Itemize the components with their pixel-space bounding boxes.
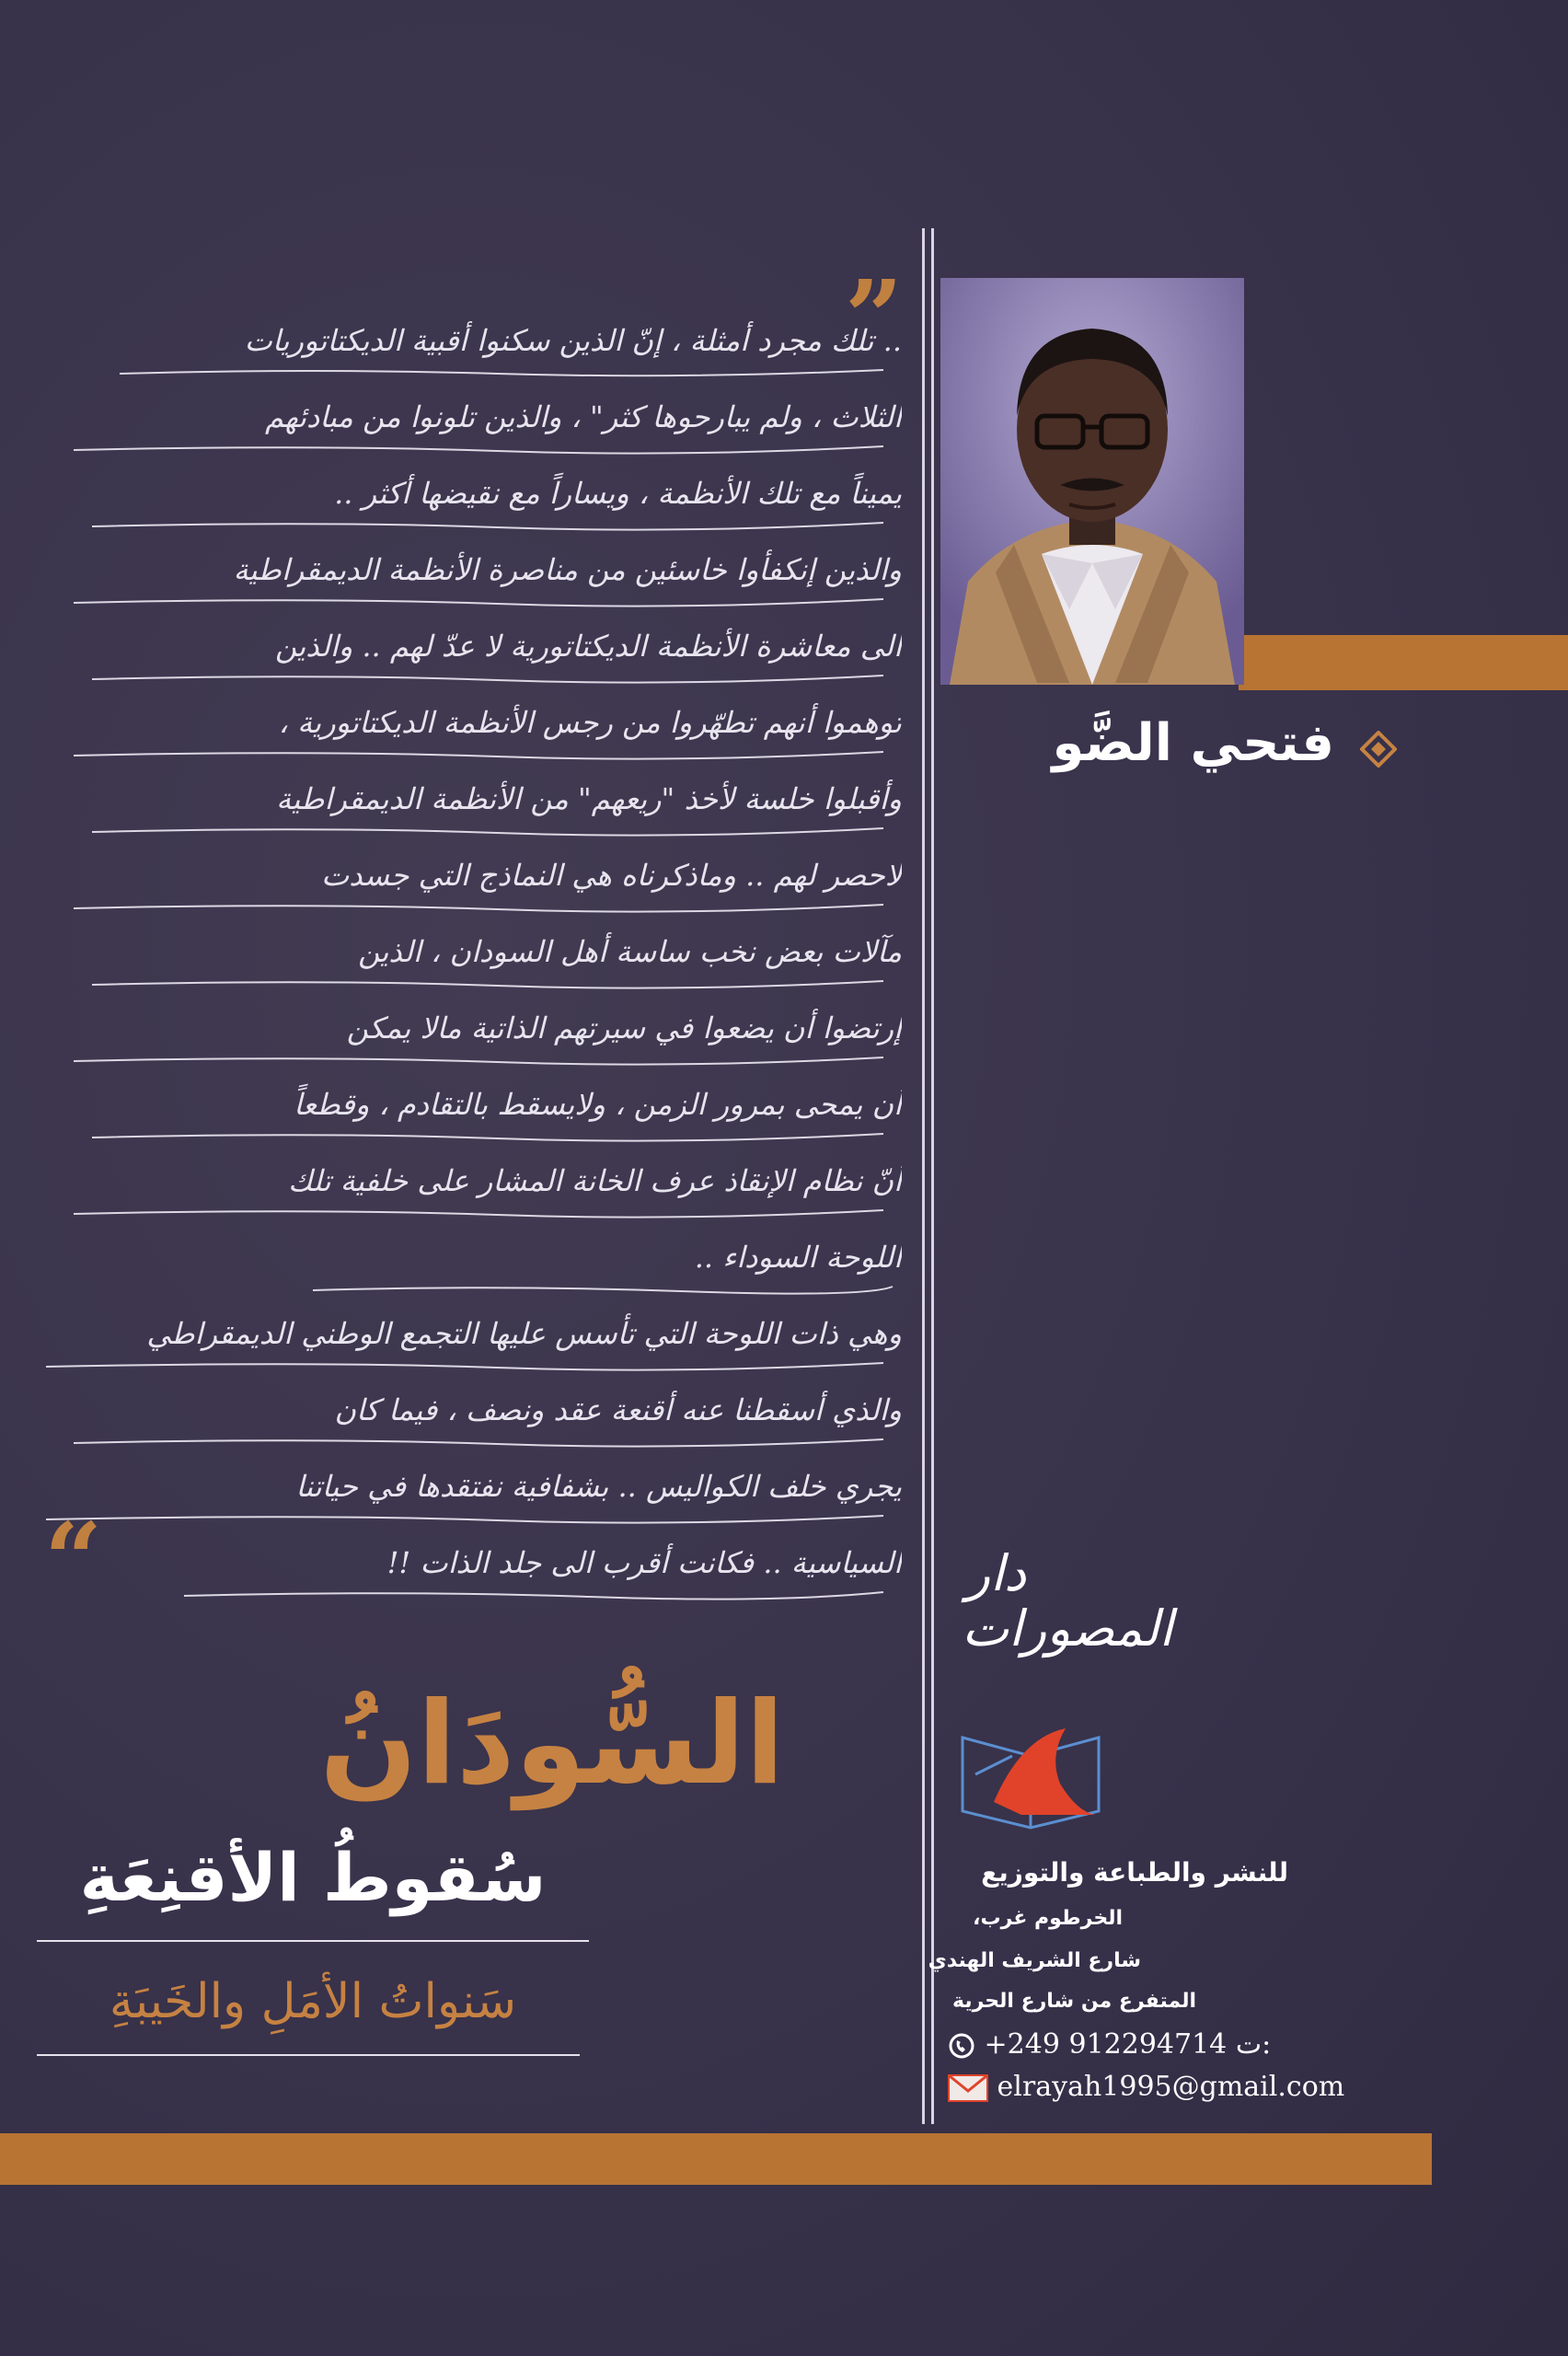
quote-line: وهي ذات اللوحة التي تأسس عليها التجمع الوطني الديمقراطي <box>146 1316 902 1351</box>
publisher-tagline: للنشر والطباعة والتوزيع <box>981 1857 1288 1888</box>
quote-line: لاحصر لهم .. وماذكرناه هي النماذج التي جسدت <box>321 858 902 893</box>
mail-icon <box>948 2074 988 2102</box>
quote-line: الثلاث ، ولم يبارحوها كثر" ، والذين تلونوا من مبادئهم <box>265 399 902 434</box>
accent-bar-top <box>1239 635 1568 690</box>
phone-row <box>948 2028 1316 2065</box>
divider-line <box>922 228 925 2124</box>
publisher-address-line3: المتفرع من شارع الحرية <box>951 1990 1196 2013</box>
quote-line: والذي أسقطنا عنه أقنعة عقد ونصف ، فيما كان <box>334 1392 902 1427</box>
publisher-name-line1: دار <box>966 1544 1027 1602</box>
book-subtitle-secondary: سَنواتُ الأمَلِ والخَيبَةِ <box>109 1974 517 2029</box>
email-address: elrayah1995@gmail.com <box>997 2071 1345 2103</box>
book-logo-icon <box>957 1719 1104 1830</box>
quote-line: والذين إنكفأوا خاسئين من مناصرة الأنظمة الديمقراطية <box>233 552 902 587</box>
accent-bar-bottom <box>0 2133 1432 2185</box>
quote-line: السياسية .. فكانت أقرب الى جلد الذات !! <box>386 1545 902 1580</box>
book-title: السُّودَانُ <box>319 1678 785 1810</box>
book-subtitle: سُقوطُ الأقنِعَةِ <box>79 1839 547 1916</box>
title-rule <box>37 2054 580 2056</box>
author-name: فتحي الضَّو <box>1052 713 1334 773</box>
title-rule <box>37 1940 589 1942</box>
quote-line: أن يمحى بمرور الزمن ، ولايسقط بالتقادم ، وقطعاً <box>294 1087 902 1122</box>
publisher-address-line1: الخرطوم غرب، <box>973 1907 1123 1930</box>
quote-close-mark: “ <box>44 1500 103 1619</box>
quote-line: أنّ نظام الإنقاذ عرف الخانة المشار على خلفية تلك <box>288 1163 902 1198</box>
phone-label: ت: <box>1235 2028 1272 2061</box>
publisher-address-line2: شارع الشريف الهندي <box>928 1949 1141 1972</box>
publisher-name-line2: المصورات <box>962 1600 1173 1657</box>
phone-icon <box>948 2032 975 2060</box>
quote-line: اللوحة السوداء .. <box>694 1240 902 1275</box>
divider-line <box>931 228 934 2124</box>
quote-open-mark: ” <box>845 258 904 376</box>
quote-line: الى معاشرة الأنظمة الديكتاتورية لا عدّ لهم .. والذين <box>274 629 902 664</box>
diamond-icon <box>1360 731 1397 768</box>
author-photo <box>940 278 1244 685</box>
email-row <box>948 2071 1389 2108</box>
quote-line: يجري خلف الكواليس .. بشفافية نفتقدها في حياتنا <box>295 1469 902 1504</box>
quote-line: يميناً مع تلك الأنظمة ، ويساراً مع نقيضها أكثر .. <box>334 476 902 511</box>
quote-underlines <box>37 313 902 1620</box>
quote-line: .. تلك مجرد أمثلة ، إنّ الذين سكنوا أقبية الديكتاتوريات <box>244 323 902 358</box>
phone-number: +249 912294714 <box>984 2028 1228 2061</box>
publisher-name <box>948 1546 1187 1693</box>
quote-line: مآلات بعض نخب ساسة أهل السودان ، الذين <box>358 934 902 969</box>
quote-line: وأقبلوا خلسة لأخذ "ريعهم" من الأنظمة الديمقراطية <box>276 781 902 816</box>
quote-line: توهموا أنهم تطهّروا من رجس الأنظمة الديكتاتورية ، <box>278 705 902 740</box>
quote-line: إرتضوا أن يضعوا في سيرتهم الذاتية مالا يمكن <box>346 1011 902 1045</box>
